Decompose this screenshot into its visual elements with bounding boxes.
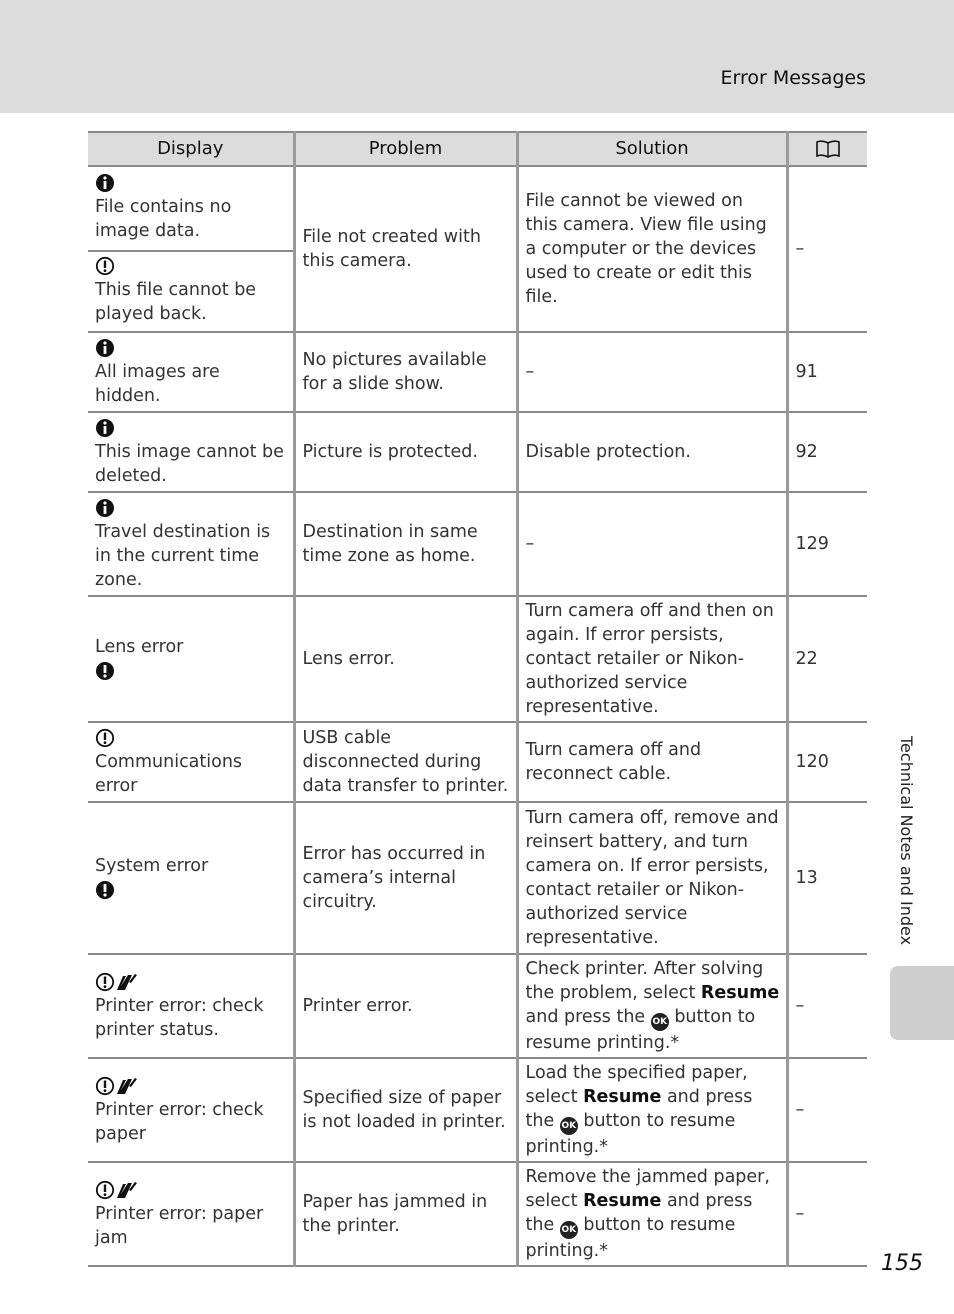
problem-cell: Picture is protected. <box>294 412 517 492</box>
info-icon <box>95 173 115 193</box>
page-cell: – <box>787 954 867 1058</box>
solution-cell: – <box>517 492 787 596</box>
problem-cell: No pictures available for a slide show. <box>294 332 517 412</box>
table-row <box>88 802 867 954</box>
printer-error-icon <box>95 1076 139 1096</box>
page-number: 155 <box>881 1251 923 1276</box>
page-cell: 13 <box>787 802 867 954</box>
ok-button-icon: OK <box>560 1117 578 1135</box>
problem-cell: USB cable disconnected during data transfer to printer. <box>294 722 517 802</box>
column-header-solution: Solution <box>517 132 787 166</box>
solution-cell: File cannot be viewed on this camera. View file using a computer or the devices used to create or edit this file. <box>517 166 787 332</box>
column-header-display: Display <box>88 132 294 166</box>
info-icon <box>95 418 115 438</box>
table-row <box>88 722 867 802</box>
solution-cell: Load the specified paper, select Resume and press the OK button to resume printing.* <box>517 1058 787 1162</box>
display-cell: Communications error <box>88 722 294 802</box>
warning-filled-icon <box>95 661 115 681</box>
warning-icon <box>95 728 115 748</box>
reference-book-icon <box>815 138 841 159</box>
display-cell: Printer error: check paper <box>88 1058 294 1162</box>
display-cell: Printer error: check printer status. <box>88 954 294 1058</box>
info-icon <box>95 338 115 358</box>
page-cell: – <box>787 1058 867 1162</box>
table-row <box>88 954 867 1058</box>
display-cell: Printer error: paper jam <box>88 1162 294 1266</box>
page-cell: 91 <box>787 332 867 412</box>
page-cell: 92 <box>787 412 867 492</box>
page-cell: – <box>787 166 867 332</box>
section-thumb-tab <box>890 966 954 1040</box>
resume-keyword: Resume <box>583 1087 662 1107</box>
column-header-problem: Problem <box>294 132 517 166</box>
table-row <box>88 1058 867 1162</box>
solution-cell: Turn camera off, remove and reinsert battery, and turn camera on. If error persists, contact retailer or Nikon-authorized service representative. <box>517 802 787 954</box>
display-cell: This image cannot be deleted. <box>88 412 294 492</box>
table-header-row <box>88 132 867 166</box>
printer-error-icon <box>95 972 139 992</box>
error-messages-table <box>88 131 867 1267</box>
solution-cell: Turn camera off and reconnect cable. <box>517 722 787 802</box>
resume-keyword: Resume <box>583 1191 662 1211</box>
problem-cell: Destination in same time zone as home. <box>294 492 517 596</box>
problem-cell: Lens error. <box>294 596 517 722</box>
problem-cell: Printer error. <box>294 954 517 1058</box>
solution-cell: – <box>517 332 787 412</box>
column-header-reference <box>787 132 867 166</box>
display-sub-a: File contains no image data. <box>95 167 287 250</box>
page-cell: – <box>787 1162 867 1266</box>
warning-filled-icon <box>95 880 115 900</box>
header-band <box>0 0 954 113</box>
display-sub-b: This file cannot be played back. <box>88 250 293 331</box>
ok-button-icon: OK <box>560 1221 578 1239</box>
problem-cell: Error has occurred in camera’s internal circuitry. <box>294 802 517 954</box>
table-row <box>88 1162 867 1266</box>
solution-cell: Check printer. After solving the problem, select Resume and press the OK button to resume printing.* <box>517 954 787 1058</box>
table-row <box>88 332 867 412</box>
warning-icon <box>95 256 115 276</box>
table-row <box>88 412 867 492</box>
problem-cell: Paper has jammed in the printer. <box>294 1162 517 1266</box>
table-row <box>88 492 867 596</box>
problem-cell: Specified size of paper is not loaded in printer. <box>294 1058 517 1162</box>
solution-cell: Turn camera off and then on again. If error persists, contact retailer or Nikon-authorized service representative. <box>517 596 787 722</box>
printer-error-icon <box>95 1180 139 1200</box>
display-cell: System error <box>88 802 294 954</box>
resume-keyword: Resume <box>700 983 780 1003</box>
display-cell: Lens error <box>88 596 294 722</box>
page-cell: 120 <box>787 722 867 802</box>
solution-cell: Disable protection. <box>517 412 787 492</box>
display-cell: All images are hidden. <box>88 332 294 412</box>
section-title: Error Messages <box>720 67 866 89</box>
page-cell: 129 <box>787 492 867 596</box>
info-icon <box>95 498 115 518</box>
ok-button-icon: OK <box>651 1013 669 1031</box>
solution-cell: Remove the jammed paper, select Resume and press the OK button to resume printing.* <box>517 1162 787 1266</box>
side-section-label: Technical Notes and Index <box>897 736 916 946</box>
page-cell: 22 <box>787 596 867 722</box>
display-cell: Travel destination is in the current time zone. <box>88 492 294 596</box>
table-row <box>88 596 867 722</box>
problem-cell: File not created with this camera. <box>294 166 517 332</box>
table-row <box>88 166 867 332</box>
display-cell <box>88 166 294 332</box>
